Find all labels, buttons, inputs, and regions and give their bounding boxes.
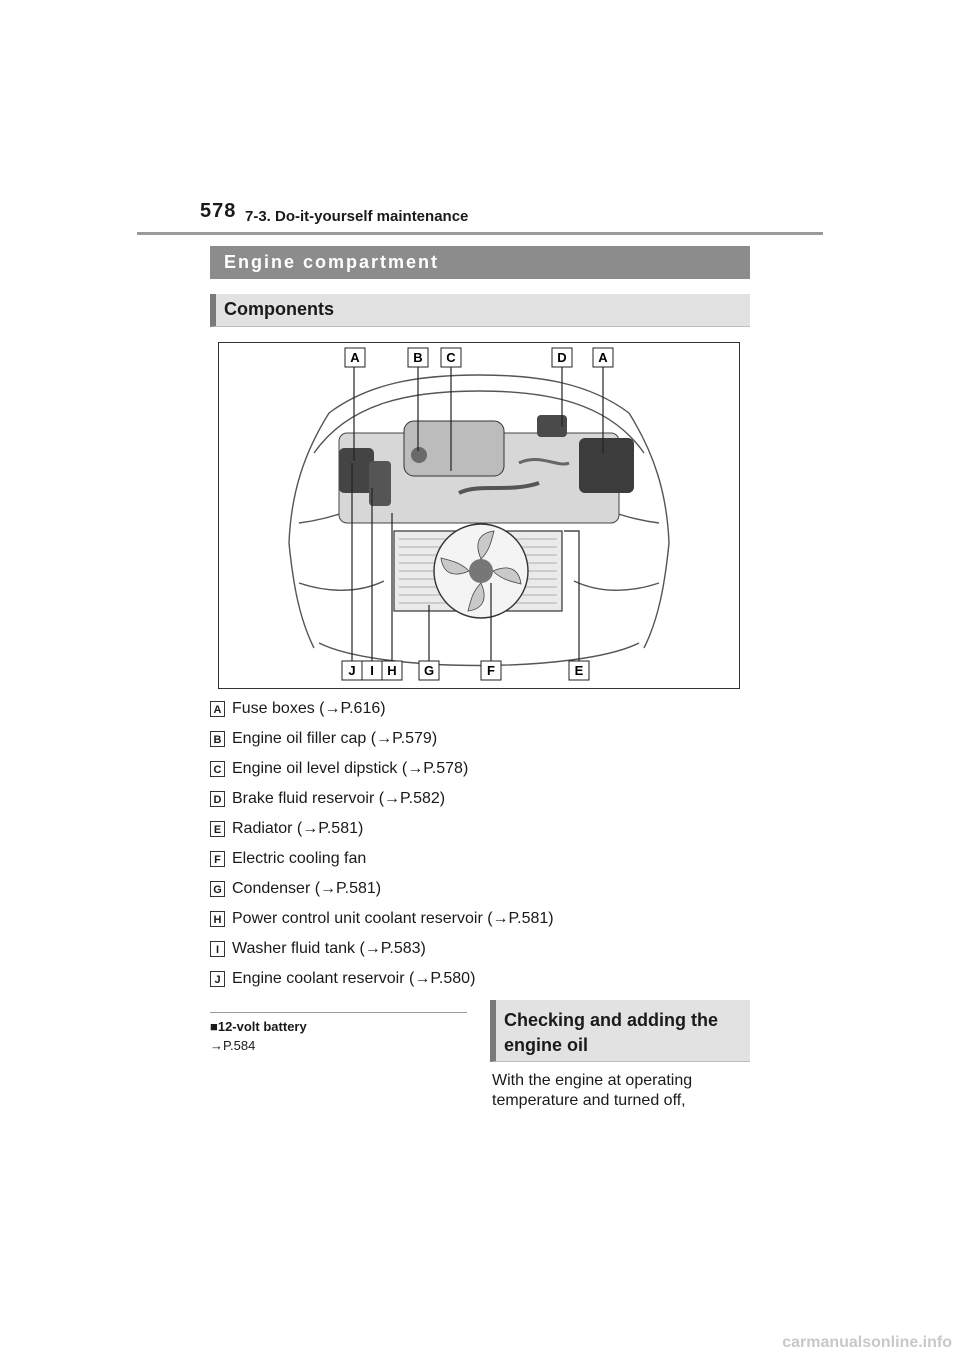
page-heading: Engine compartment — [224, 252, 440, 272]
component-letter: F — [210, 851, 225, 867]
component-text: Engine oil filler cap (→P.579) — [232, 730, 438, 747]
section-title: 7-3. Do-it-yourself maintenance — [245, 208, 469, 225]
label-bottom-2: H — [387, 663, 397, 678]
label-top-2: C — [446, 350, 456, 365]
component-text: Engine oil level dipstick (→P.578) — [232, 760, 469, 777]
component-text: Engine coolant reservoir (→P.580) — [232, 970, 476, 987]
label-bottom-3: G — [423, 663, 435, 678]
label-top-1: B — [413, 350, 423, 365]
component-text: Condenser (→P.581) — [232, 880, 382, 897]
label-top-3: D — [557, 350, 567, 365]
radiator-assembly — [394, 524, 562, 618]
label-bottom-5: E — [574, 663, 584, 678]
label-bottom-1: I — [370, 663, 374, 678]
label-top-0: A — [350, 350, 360, 365]
bottom-label-boxes — [342, 661, 589, 680]
page-number: 578 — [200, 200, 237, 222]
engine-illustration — [219, 343, 739, 688]
heading-bar — [210, 246, 750, 279]
label-bottom-4: F — [487, 663, 495, 678]
component-letter: I — [210, 941, 225, 957]
checking-heading: Checking and adding the engine oil — [504, 1010, 719, 1055]
component-text: Brake fluid reservoir (→P.582) — [232, 790, 446, 807]
component-text: Electric cooling fan — [232, 850, 367, 867]
component-text: Washer fluid tank (→P.583) — [232, 940, 426, 957]
component-letter: A — [210, 701, 225, 717]
checking-body-text: With the engine at operating temperature and turned off, — [492, 1072, 693, 1109]
component-text: Power control unit coolant reservoir (→P.581) — [232, 910, 554, 927]
label-bottom-0: J — [348, 663, 356, 678]
component-letter: J — [210, 971, 225, 987]
component-letter: D — [210, 791, 225, 807]
battery-title: ■12-volt battery — [210, 1019, 307, 1034]
component-letter: B — [210, 731, 225, 747]
watermark: carmanualsonline.info — [782, 1334, 952, 1351]
header-rule — [137, 232, 823, 235]
subheading: Components — [224, 299, 334, 319]
component-letter: C — [210, 761, 225, 777]
component-letter: H — [210, 911, 225, 927]
top-label-boxes — [345, 348, 613, 367]
label-top-4: A — [598, 350, 608, 365]
component-text: Radiator (→P.581) — [232, 820, 364, 837]
checking-heading-box — [490, 1000, 750, 1062]
engine-parts — [339, 415, 634, 523]
section-divider — [210, 1012, 467, 1013]
component-letter: G — [210, 881, 225, 897]
subheading-bar — [210, 294, 750, 327]
component-text: Fuse boxes (→P.616) — [232, 700, 386, 717]
engine-compartment-figure — [218, 342, 740, 689]
battery-page-ref: →P.584 — [210, 1038, 256, 1053]
component-letter: E — [210, 821, 225, 837]
